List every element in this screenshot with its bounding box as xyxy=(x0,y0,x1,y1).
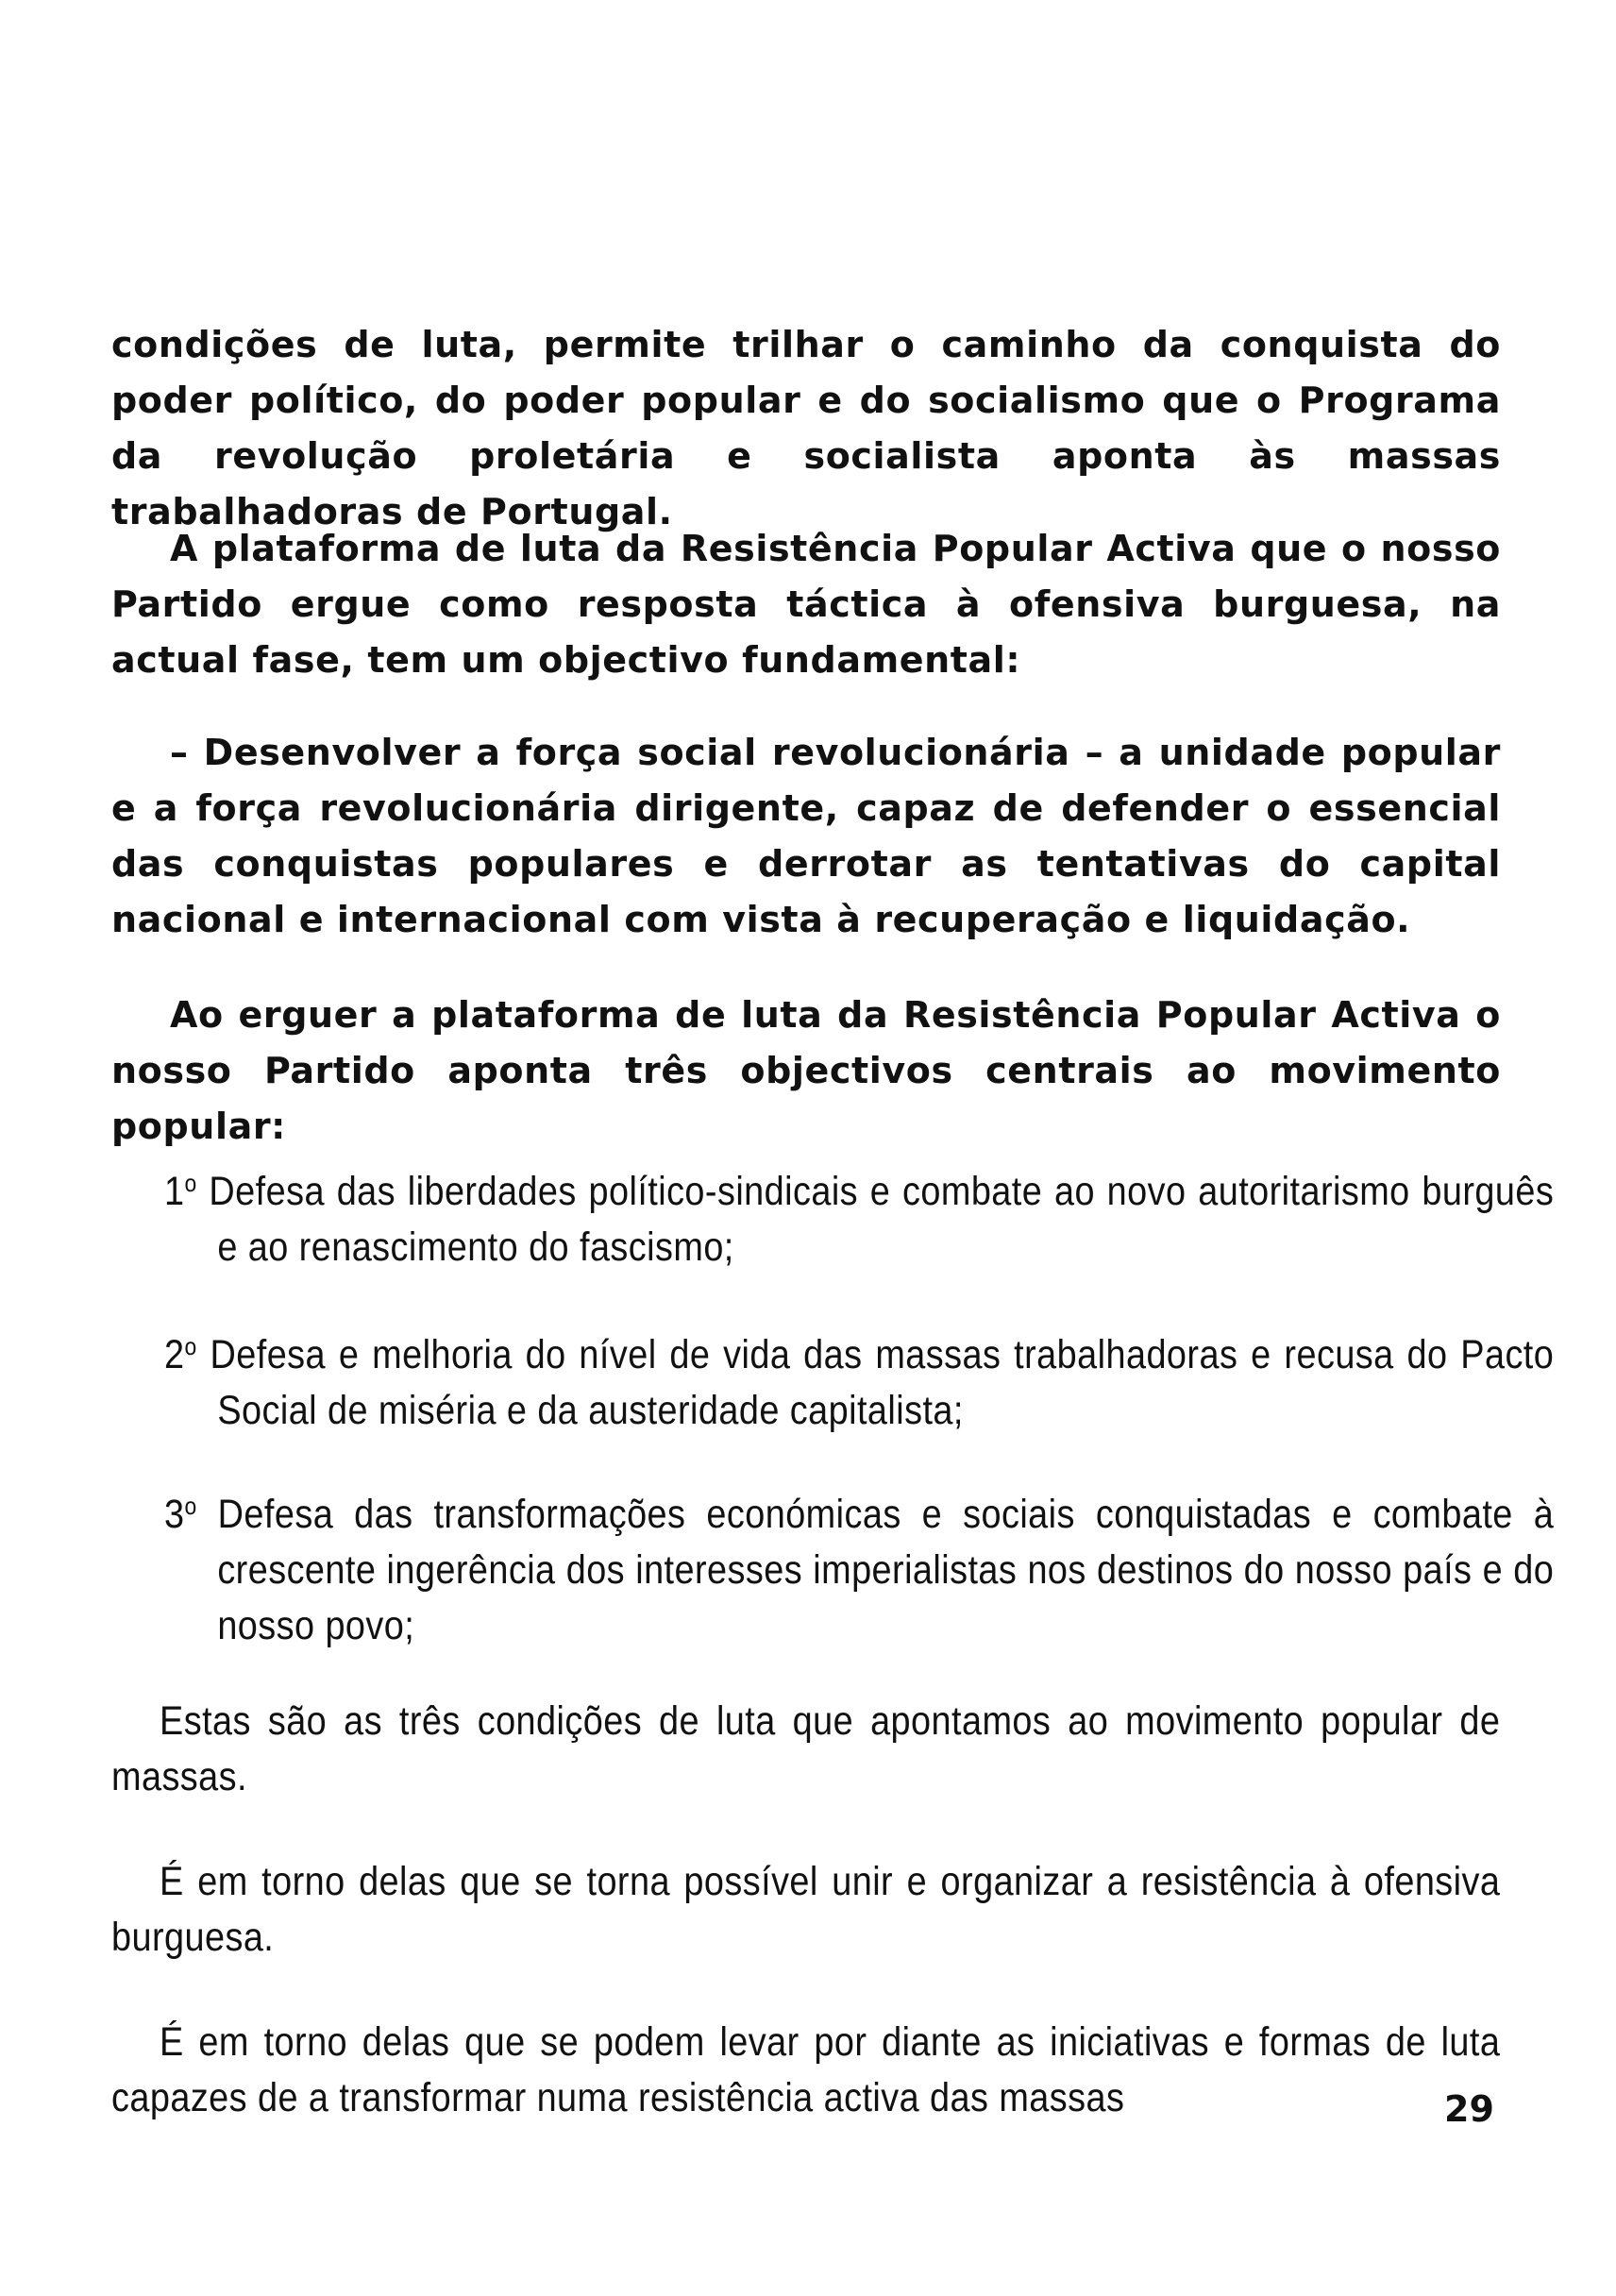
objective-text: Defesa e melhoria do nível de vida das massas trabalhadoras e recusa do Pacto Social de miséria e da austeridade capitalista; xyxy=(210,1332,1555,1433)
paragraph-resistance-unity: É em torno delas que se torna possível unir e organizar a resistência à ofensiva burguesa. xyxy=(111,1859,1501,1960)
paragraph-continuation: condições de luta, permite trilhar o caminho da conquista do poder político, do poder popular e do socialismo que o Programa da revolução proletária e socialista aponta às massas trabalhadoras de Portugal. xyxy=(111,324,1501,532)
objective-number: 2 xyxy=(164,1332,185,1377)
paragraph-central-objectives-intro: Ao erguer a plataforma de luta da Resistência Popular Activa o nosso Partido aponta três objectivos centrais ao movimento popular: xyxy=(111,994,1501,1147)
objective-item-3 xyxy=(164,1478,1555,1654)
objective-number: 3 xyxy=(164,1492,185,1537)
objective-text: Defesa das transformações económicas e sociais conquistadas e combate à crescente ingerência dos interesses imperialistas nos destinos do nosso país e do nosso povo; xyxy=(217,1492,1555,1648)
ordinal-mark: o xyxy=(184,1169,197,1197)
paragraph-platform: A plataforma de luta da Resistência Popular Activa que o nosso Partido ergue como resposta táctica à ofensiva burguesa, na actual fase, tem um objectivo fundamental: xyxy=(111,528,1501,681)
objective-number: 1 xyxy=(164,1169,185,1214)
page-number: 29 xyxy=(1444,2088,1494,2130)
objective-text: Defesa das liberdades político-sindicais e combate ao novo autoritarismo burguês e ao renascimento do fascismo; xyxy=(209,1169,1555,1270)
objective-item-2 xyxy=(164,1319,1555,1439)
paragraph-fundamental-objective: – Desenvolver a força social revolucionária – a unidade popular e a força revolucionária dirigente, capaz de defender o essencial das conquistas populares e derrotar as tentativas do capital nacional e internacional com vista à recuperação e liquidação. xyxy=(111,732,1501,940)
paragraph-conditions-summary: Estas são as três condições de luta que apontamos ao movimento popular de massas. xyxy=(111,1698,1501,1799)
paragraph-initiatives: É em torno delas que se podem levar por diante as iniciativas e formas de luta capazes de a transformar numa resistência activa das massas xyxy=(111,2019,1501,2120)
objective-item-1 xyxy=(164,1156,1555,1275)
ordinal-mark: o xyxy=(184,1492,197,1520)
ordinal-mark: o xyxy=(184,1332,197,1360)
